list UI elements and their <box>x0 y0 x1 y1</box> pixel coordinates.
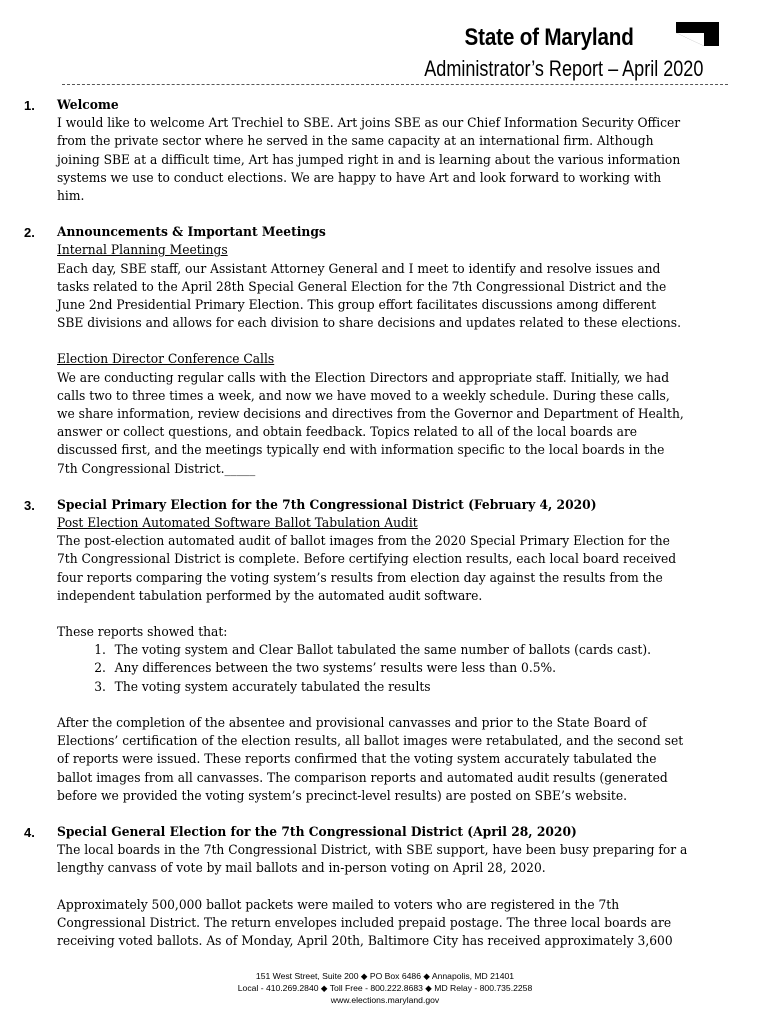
subheading-conference-calls: Election Director Conference Calls <box>57 352 275 368</box>
footer-website-link[interactable]: www.elections.maryland.gov <box>330 995 440 1005</box>
paragraph-line: we share information, review decisions and directives from the Governor and Department of Health, <box>57 407 684 423</box>
section-title: Special General Election for the 7th Congressional District (April 28, 2020) <box>57 824 577 840</box>
paragraph-line: from the private sector where he served in the same capacity at an international firm. Although <box>57 134 654 150</box>
list-item <box>57 642 720 660</box>
section-number: 4. <box>24 824 35 840</box>
paragraph-line: ballot images from all canvasses. The comparison reports and automated audit results (generated <box>57 770 668 786</box>
section-number: 1. <box>24 98 35 113</box>
section-number: 2. <box>24 225 35 241</box>
header-divider <box>62 84 728 85</box>
list-text: The voting system and Clear Ballot tabulated the same number of ballots (cards cast). <box>114 643 652 659</box>
paragraph-line: calls two to three times a week, and now we have moved to a weekly schedule. During these calls, <box>57 388 670 404</box>
paragraph-line: four reports comparing the voting system’s results from election day against the results from the <box>57 570 663 586</box>
section-number: 3. <box>24 497 35 513</box>
paragraph-line: We are conducting regular calls with the Election Directors and appropriate staff. Initially, we had <box>57 370 670 386</box>
section-special-general <box>0 824 770 951</box>
paragraph-line: joining SBE at a difficult time, Art has jumped right in and is learning about the various information <box>57 152 681 168</box>
section-title: Welcome <box>57 98 119 113</box>
paragraph-line: of reports were issued. These reports confirmed that the voting system accurately tabulated the <box>57 752 657 768</box>
paragraph-line: June 2nd Presidential Primary Election. This group effort facilitates discussions among different <box>57 298 657 314</box>
paragraph-line: The post-election automated audit of ballot images from the 2020 Special Primary Election for the <box>57 534 670 550</box>
report-title: Administrator’s Report – April 2020 <box>423 56 703 81</box>
subheading-internal-planning: Internal Planning Meetings <box>57 243 228 259</box>
paragraph-line: him. <box>57 189 85 205</box>
maryland-logo-icon <box>676 22 719 46</box>
paragraph-line: Approximately 500,000 ballot packets were mailed to voters who are registered in the 7th <box>57 897 620 913</box>
paragraph-line: Congressional District. The return envelopes included prepaid postage. The three local boards are <box>57 915 672 931</box>
paragraph-line: SBE divisions and allows for each division to share decisions and updates related to these elections. <box>57 316 681 332</box>
paragraph-line: Each day, SBE staff, our Assistant Attorney General and I meet to identify and resolve issues and <box>57 261 661 277</box>
section-announcements <box>0 224 770 479</box>
report-body <box>0 97 770 969</box>
page-header <box>0 0 770 90</box>
list-item <box>57 679 720 697</box>
paragraph-line: before we provided the voting system’s precinct-level results) are posted on SBE’s website. <box>57 788 628 804</box>
paragraph-line: Elections’ certification of the election results, all ballot images were retabulated, and the second set <box>57 734 684 750</box>
paragraph-line: discussed first, and the meetings typically end with information specific to the local boards in the <box>57 443 665 459</box>
list-number: 3. <box>94 679 106 695</box>
list-text: Any differences between the two systems’ results were less than 0.5%. <box>114 661 557 677</box>
section-special-primary <box>0 497 770 806</box>
list-number: 1. <box>94 643 106 659</box>
section-title: Announcements & Important Meetings <box>57 225 326 241</box>
paragraph-line: After the completion of the absentee and provisional canvasses and prior to the State Board of <box>57 715 647 731</box>
paragraph-line: These reports showed that: <box>57 625 228 641</box>
footer-phones: Local - 410.269.2840 ◆ Toll Free - 800.222.8683 ◆ MD Relay - 800.735.2258 <box>237 983 533 993</box>
findings-list <box>57 642 770 697</box>
paragraph-line: independent tabulation performed by the automated audit software. <box>57 588 483 604</box>
list-text: The voting system accurately tabulated the results <box>114 679 431 695</box>
paragraph-line: 7th Congressional District is complete. Before certifying election results, each local board received <box>57 552 677 568</box>
list-item <box>57 660 720 678</box>
paragraph-line: tasks related to the April 28th Special General Election for the 7th Congressional District and the <box>57 279 667 295</box>
paragraph-line: receiving voted ballots. As of Monday, April 20th, Baltimore City has received approximately 3,600 <box>57 933 673 949</box>
section-title: Special Primary Election for the 7th Congressional District (February 4, 2020) <box>57 497 597 513</box>
paragraph-line: The local boards in the 7th Congressional District, with SBE support, have been busy preparing for a <box>57 843 688 859</box>
list-number: 2. <box>94 661 106 677</box>
paragraph-line: lengthy canvass of vote by mail ballots and in-person voting on April 28, 2020. <box>57 861 546 877</box>
state-title: State of Maryland <box>464 24 634 51</box>
paragraph-line: systems we use to conduct elections. We are happy to have Art and look forward to working with <box>57 170 662 186</box>
section-welcome <box>0 97 770 206</box>
paragraph-line: answer or collect questions, and obtain feedback. Topics related to all of the local boards are <box>57 425 638 441</box>
footer-address: 151 West Street, Suite 200 ◆ PO Box 6486 ◆ Annapolis, MD 21401 <box>255 971 515 981</box>
page-footer <box>0 970 770 1006</box>
paragraph-line: 7th Congressional District._____ <box>57 461 256 477</box>
subheading-audit: Post Election Automated Software Ballot Tabulation Audit <box>57 516 418 532</box>
paragraph-line: I would like to welcome Art Trechiel to SBE. Art joins SBE as our Chief Information Security Officer <box>57 116 681 132</box>
